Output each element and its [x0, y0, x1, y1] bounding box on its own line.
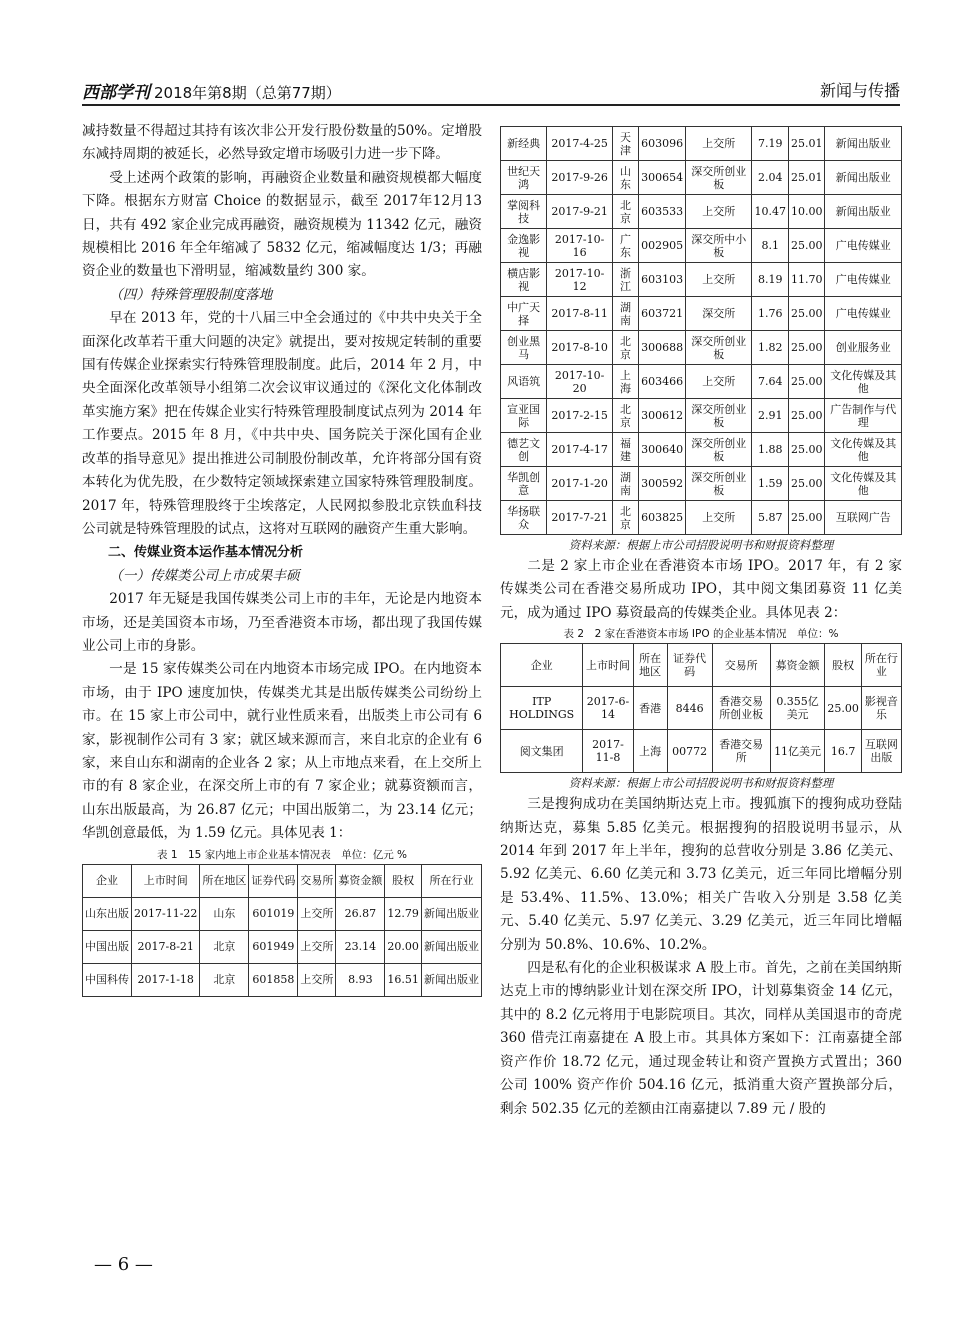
table-cell: 20.00: [385, 930, 422, 963]
section-name: 新闻与传播: [819, 81, 900, 100]
table-row: [501, 331, 902, 365]
table-cell: 2017-1-18: [132, 963, 200, 996]
table-cell: 创业黑马: [501, 331, 547, 365]
table-row: [83, 963, 482, 996]
table-cell: 中广天择: [501, 297, 547, 331]
table-cell: 广电传媒业: [825, 229, 902, 263]
table-cell: 深交所: [686, 297, 752, 331]
journal-header: [82, 78, 341, 103]
paragraph: 减持数量不得超过其持有该次非公开发行股份数量的50%。定增股东减持周期的被延长，必然导致定增市场吸引力进一步下降。: [82, 123, 482, 163]
table-cell: 11亿美元: [770, 730, 825, 773]
table-cell: 300688: [639, 331, 686, 365]
table-row: [501, 195, 902, 229]
table-header-cell: 上市时间: [583, 644, 633, 687]
table-cell: 25.00: [788, 365, 825, 399]
paragraph: 受上述两个政策的影响，再融资企业数量和融资规模都大幅度下降。根据东方财富 Choice 的数据显示，截至 2017年12月13日，共有 492 家企业完成再融资，融资规模为 11342 亿元，融资规模相比 2016 年全年缩减了 5832 亿元，缩减幅度达 1/3；再融资企业的数量也下滑明显，缩减数量约 300 家。: [82, 169, 482, 280]
table-cell: 华扬联众: [501, 501, 547, 535]
table1-caption: 表 1 15 家内地上市企业基本情况表 单位：亿元 %: [156, 848, 408, 861]
table-cell: 25.00: [788, 297, 825, 331]
table-row: [501, 127, 902, 161]
table-cell: 16.51: [385, 963, 422, 996]
table-row: [501, 297, 902, 331]
table-cell: 603103: [639, 263, 686, 297]
table-cell: 23.14: [336, 930, 385, 963]
table-cell: 603533: [639, 195, 686, 229]
table-cell: 10.47: [752, 195, 789, 229]
journal-logo: 西部学刊: [82, 83, 150, 103]
table-cell: 2017-4-25: [547, 127, 613, 161]
table-cell: 16.7: [825, 730, 862, 773]
paragraph: 二是 2 家上市企业在香港资本市场 IPO。2017 年，有 2 家传媒类公司在香港交易所成功 IPO，其中阅文集团募资 11 亿美元，成为通过 IPO 募资最高的传媒类企业。具体见表 2：: [500, 558, 902, 621]
table-cell: 深交所创业板: [686, 467, 752, 501]
table-header-cell: 上市时间: [132, 864, 200, 897]
table-cell: 0.355亿美元: [770, 687, 825, 730]
table-cell: 11.70: [788, 263, 825, 297]
table-cell: 北京: [613, 399, 639, 433]
table-cell: 8.1: [752, 229, 789, 263]
table-cell: 北京: [200, 930, 249, 963]
table-cell: 天津: [613, 127, 639, 161]
table-cell: 2017-9-26: [547, 161, 613, 195]
table-cell: 北京: [613, 195, 639, 229]
table-cell: 603825: [639, 501, 686, 535]
table-cell: 阅文集团: [501, 730, 583, 773]
table-cell: 上交所: [686, 365, 752, 399]
table-cell: 2017-10-16: [547, 229, 613, 263]
paragraph: 早在 2013 年，党的十八届三中全会通过的《中共中央关于全面深化改革若干重大问题的决定》就提出，要对按规定转制的重要国有传媒企业探索实行特殊管理股制度。此后，2014 年 2 月，中央全面深化改革领导小组第二次会议审议通过的《深化文化体制改革实施方案》把在传媒企业实行特殊管理股制度试点列为 2014 年工作要点。2015 年 8 月，《中共中央、国务院关于深化国有企业改革的指导意见》提出推进公司制股份制改革，允许将部分国有资本转化为优先股，在少数特定领域探索建立国家特殊管理股制度。2017 年，特殊管理股终于尘埃落定，人民网拟参股北京铁血科技公司就是特殊管理股的试点，这将对互联网的融资产生重大影响。: [82, 310, 482, 537]
page-number: — 6 —: [94, 1254, 153, 1275]
table-cell: 300592: [639, 467, 686, 501]
table-cell: 5.87: [752, 501, 789, 535]
table2-source: 资料来源：根据上市公司招股说明书和财报资料整理: [568, 776, 834, 791]
table-cell: 风语筑: [501, 365, 547, 399]
table-cell: 广东: [613, 229, 639, 263]
table-cell: 湖南: [613, 467, 639, 501]
table-cell: 影视音乐: [861, 687, 901, 730]
paragraph: 2017 年无疑是我国传媒类公司上市的丰年，无论是内地资本市场，还是美国资本市场，乃至香港资本市场，都出现了我国传媒业公司上市的身影。: [82, 591, 482, 654]
table-cell: 深交所创业板: [686, 433, 752, 467]
table-cell: 文化传媒及其他: [825, 467, 902, 501]
table-header-row: [501, 644, 902, 687]
table-cell: 北京: [613, 501, 639, 535]
table-cell: 300612: [639, 399, 686, 433]
table-cell: 1.59: [752, 467, 789, 501]
table-cell: 中国科传: [83, 963, 132, 996]
table-cell: 25.00: [788, 467, 825, 501]
table-header-cell: 募资金额: [336, 864, 385, 897]
table-header-cell: 证券代码: [667, 644, 712, 687]
table-cell: 002905: [639, 229, 686, 263]
table-cell: 掌阅科技: [501, 195, 547, 229]
table-cell: 北京: [200, 963, 249, 996]
table-cell: 新闻出版业: [421, 930, 481, 963]
table-cell: 2017-6-14: [583, 687, 633, 730]
section-heading: 二、传媒业资本运作基本情况分析: [108, 545, 304, 561]
table-cell: 300640: [639, 433, 686, 467]
table-cell: 山东出版: [83, 897, 132, 930]
table-cell: 福建: [613, 433, 639, 467]
table-row: [501, 433, 902, 467]
table-cell: 2017-10-20: [547, 365, 613, 399]
table-cell: 10.00: [788, 195, 825, 229]
table-cell: 互联网出版: [861, 730, 901, 773]
table1: [82, 864, 482, 997]
paragraph: 一是 15 家传媒类公司在内地资本市场完成 IPO。在内地资本市场，由于 IPO 速度加快，传媒类尤其是出版传媒类公司纷纷上市。在 15 家上市公司中，就行业性质来看，出版类上市公司有 6 家，影视制作公司有 3 家；就区域来源而言，来自北京的企业有 6 家，来自山东和湖南的企业各 2 家；从上市地点来看，在上交所上市的有 8 家企业，在深交所上市的有 7 家企业；就募资额而言，山东出版最高，为 26.87 亿元；中国出版第二，为 23.14 亿元；华凯创意最低，为 1.59 亿元。具体见表 1：: [82, 661, 482, 842]
table-row: [501, 161, 902, 195]
table-cell: 601019: [249, 897, 298, 930]
table-cell: 金逸影视: [501, 229, 547, 263]
table-cell: 华凯创意: [501, 467, 547, 501]
table-cell: 2017-8-10: [547, 331, 613, 365]
table-cell: 2017-1-20: [547, 467, 613, 501]
table-cell: 上交所: [686, 501, 752, 535]
table-cell: 2.91: [752, 399, 789, 433]
table-cell: 601949: [249, 930, 298, 963]
table-cell: ITP HOLDINGS: [501, 687, 583, 730]
table1-continued: [500, 126, 902, 535]
table-cell: 25.00: [788, 229, 825, 263]
table-cell: 横店影视: [501, 263, 547, 297]
table-row: [501, 399, 902, 433]
table-row: [501, 501, 902, 535]
table-cell: 300654: [639, 161, 686, 195]
table-cell: 香港交易所创业板: [712, 687, 770, 730]
table-cell: 深交所创业板: [686, 331, 752, 365]
table-cell: 25.00: [788, 501, 825, 535]
table-cell: 1.82: [752, 331, 789, 365]
table-row: [501, 687, 902, 730]
table-cell: 宣亚国际: [501, 399, 547, 433]
table-cell: 北京: [613, 331, 639, 365]
table-cell: 2017-2-15: [547, 399, 613, 433]
table-cell: 互联网广告: [825, 501, 902, 535]
table-header-cell: 股权: [385, 864, 422, 897]
table-row: [83, 897, 482, 930]
table-cell: 德艺文创: [501, 433, 547, 467]
table-cell: 2017-11-8: [583, 730, 633, 773]
table-row: [501, 229, 902, 263]
table2-caption: 表 2 2 家在香港资本市场 IPO 的企业基本情况 单位：%: [563, 628, 839, 641]
table-cell: 上海: [613, 365, 639, 399]
table-cell: 山东: [200, 897, 249, 930]
table-header-cell: 企业: [83, 864, 132, 897]
table1-source: 资料来源：根据上市公司招股说明书和财报资料整理: [568, 538, 834, 552]
table-header-cell: 交易所: [712, 644, 770, 687]
table-cell: 世纪天鸿: [501, 161, 547, 195]
table-cell: 新闻出版业: [421, 897, 481, 930]
table-cell: 25.00: [788, 399, 825, 433]
table-cell: 文化传媒及其他: [825, 365, 902, 399]
table-cell: 25.00: [788, 331, 825, 365]
table-cell: 26.87: [336, 897, 385, 930]
page-header: [82, 76, 900, 106]
table-cell: 2.04: [752, 161, 789, 195]
table-cell: 2017-4-17: [547, 433, 613, 467]
table-cell: 上交所: [298, 963, 336, 996]
table-cell: 8.19: [752, 263, 789, 297]
table-header-cell: 所在行业: [421, 864, 481, 897]
table-header-cell: 所在行业: [861, 644, 901, 687]
paragraph: 四是私有化的企业积极谋求 A 股上市。首先，之前在美国纳斯达克上市的博纳影业计划在深交所 IPO，计划募集资金 14 亿元，其中的 8.2 亿元将用于电影院项目。其次，同样从美国退市的奇虎 360 借壳江南嘉捷在 A 股上市。其具体方案如下：江南嘉捷全部资产作价 18.72 亿元，通过现金转让和资产置换方式置出；360 公司 100% 资产作价 504.16 亿元，抵消重大资产置换部分后，剩余 502.35 亿元的差额由江南嘉捷以 7.89 元 / 股的: [500, 960, 902, 1117]
table-cell: 浙江: [613, 263, 639, 297]
table-cell: 603096: [639, 127, 686, 161]
table-cell: 深交所创业板: [686, 161, 752, 195]
table-cell: 香港交易所: [712, 730, 770, 773]
paragraph: 三是搜狗成功在美国纳斯达克上市。搜狐旗下的搜狗成功登陆纳斯达克，募集 5.85 亿美元。根据搜狗的招股说明书显示，从 2014 年到 2017 年上半年，搜狗的总营收分别是 3.86 亿美元、5.92 亿美元、6.60 亿美元和 3.73 亿美元，近三年同比增幅分别是 53.4%、11.5%、13.0%；相关广告收入分别是 3.58 亿美元、5.40 亿美元、5.97 亿美元、3.29 亿美元，近三年同比增幅分别为 50.8%、10.6%、10.2%。: [500, 796, 902, 953]
right-column: [500, 126, 902, 1121]
left-column: [82, 120, 482, 997]
table2: [500, 643, 902, 773]
table-cell: 7.64: [752, 365, 789, 399]
table-cell: 25.01: [788, 127, 825, 161]
table-cell: 601858: [249, 963, 298, 996]
table-cell: 603466: [639, 365, 686, 399]
table-header-row: [83, 864, 482, 897]
table-cell: 8.93: [336, 963, 385, 996]
table-cell: 创业服务业: [825, 331, 902, 365]
table-row: [83, 930, 482, 963]
table-cell: 深交所中小板: [686, 229, 752, 263]
table-header-cell: 所在地区: [633, 644, 667, 687]
table-cell: 2017-8-11: [547, 297, 613, 331]
table-cell: 广告制作与代理: [825, 399, 902, 433]
table-cell: 上交所: [298, 897, 336, 930]
table-header-cell: 股权: [825, 644, 862, 687]
subsection-heading: （四）特殊管理股制度落地: [109, 286, 273, 303]
table-cell: 中国出版: [83, 930, 132, 963]
table-cell: 上交所: [298, 930, 336, 963]
table-cell: 广电传媒业: [825, 263, 902, 297]
table-cell: 2017-11-22: [132, 897, 200, 930]
table-row: [501, 263, 902, 297]
table-cell: 2017-10-12: [547, 263, 613, 297]
table-cell: 25.00: [825, 687, 862, 730]
table-row: [501, 365, 902, 399]
table-cell: 12.79: [385, 897, 422, 930]
table-cell: 广电传媒业: [825, 297, 902, 331]
table-cell: 文化传媒及其他: [825, 433, 902, 467]
table-cell: 2017-8-21: [132, 930, 200, 963]
table-cell: 上交所: [686, 195, 752, 229]
table-cell: 1.88: [752, 433, 789, 467]
table-cell: 8446: [667, 687, 712, 730]
table-cell: 上海: [633, 730, 667, 773]
table-cell: 新经典: [501, 127, 547, 161]
table-cell: 2017-9-21: [547, 195, 613, 229]
table-header-cell: 募资金额: [770, 644, 825, 687]
table-cell: 25.00: [788, 433, 825, 467]
table-cell: 00772: [667, 730, 712, 773]
table-cell: 25.01: [788, 161, 825, 195]
table-cell: 上交所: [686, 263, 752, 297]
table-cell: 山东: [613, 161, 639, 195]
table-cell: 新闻出版业: [421, 963, 481, 996]
table-cell: 香港: [633, 687, 667, 730]
issue-info: 2018年第8期（总第77期）: [154, 84, 341, 102]
table-cell: 603721: [639, 297, 686, 331]
table-cell: 新闻出版业: [825, 161, 902, 195]
subsection-heading: （一）传媒类公司上市成果丰硕: [109, 567, 300, 584]
table-header-cell: 证券代码: [249, 864, 298, 897]
table-cell: 1.76: [752, 297, 789, 331]
table-header-cell: 所在地区: [200, 864, 249, 897]
table-row: [501, 467, 902, 501]
table-cell: 新闻出版业: [825, 127, 902, 161]
table-row: [501, 730, 902, 773]
table-cell: 深交所创业板: [686, 399, 752, 433]
table-cell: 新闻出版业: [825, 195, 902, 229]
table-header-cell: 交易所: [298, 864, 336, 897]
table-cell: 湖南: [613, 297, 639, 331]
table-cell: 上交所: [686, 127, 752, 161]
table-cell: 2017-7-21: [547, 501, 613, 535]
table-cell: 7.19: [752, 127, 789, 161]
table-header-cell: 企业: [501, 644, 583, 687]
